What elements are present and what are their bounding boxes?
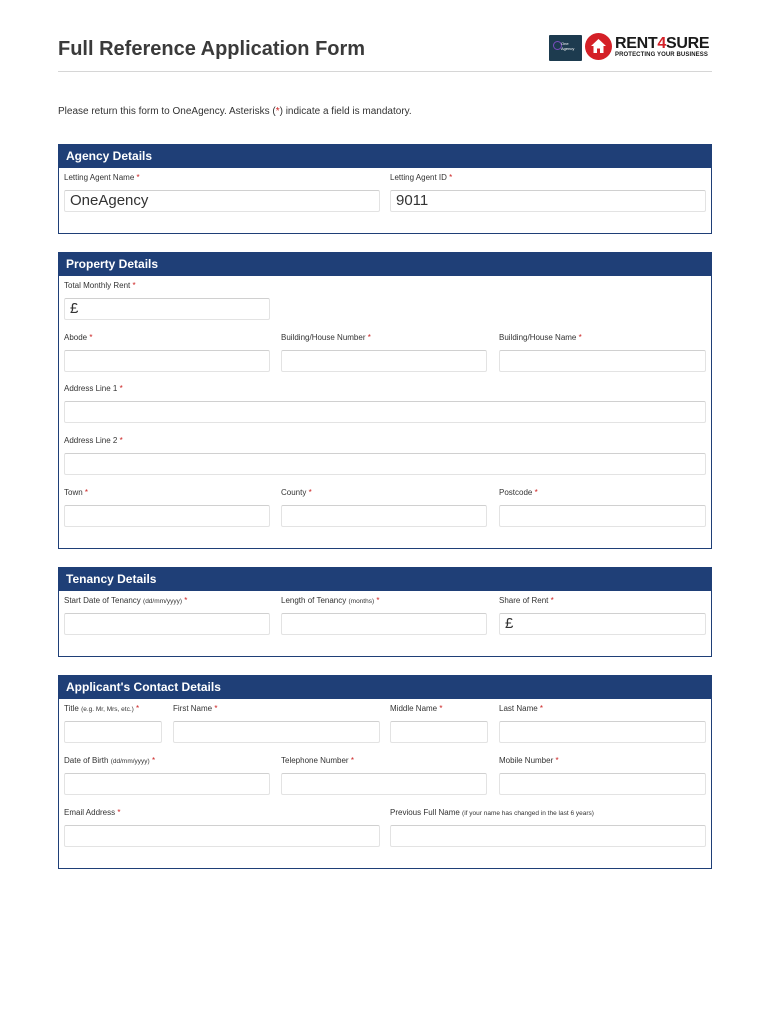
tenancy-length-label: [281, 596, 380, 605]
rent-share-label: [499, 596, 554, 605]
label-text: Letting Agent ID: [390, 173, 447, 182]
oneagency-logo: [549, 35, 582, 61]
required-asterisk: *: [439, 704, 443, 713]
required-asterisk: *: [119, 436, 123, 445]
label-hint: (e.g. Mr, Mrs, etc.): [81, 706, 134, 713]
required-asterisk: *: [367, 333, 371, 342]
tenancy-length-input[interactable]: [281, 613, 487, 635]
required-asterisk: *: [151, 756, 156, 765]
label-text: Start Date of Tenancy: [64, 596, 141, 605]
required-asterisk: *: [214, 704, 218, 713]
monthly-rent-label: [64, 281, 136, 290]
label-text: Share of Rent: [499, 596, 549, 605]
first-name-label: [173, 704, 217, 713]
label-text: Middle Name: [390, 704, 438, 713]
house-icon: [585, 33, 612, 60]
title-input[interactable]: [64, 721, 162, 743]
label-text: Building/House Name: [499, 333, 577, 342]
house-number-label: [281, 333, 371, 342]
label-hint: (if your name has changed in the last 6 years): [462, 810, 594, 817]
title-divider: [58, 71, 712, 72]
required-asterisk: *: [578, 333, 582, 342]
county-input[interactable]: [281, 505, 487, 527]
label-text: Email Address: [64, 808, 116, 817]
logo-brand-part: SURE: [665, 35, 710, 52]
mobile-label: [499, 756, 559, 765]
agent-id-label: [390, 173, 452, 182]
required-asterisk: *: [350, 756, 354, 765]
required-asterisk: *: [184, 596, 188, 605]
required-asterisk: *: [136, 704, 140, 713]
middle-name-input[interactable]: [390, 721, 488, 743]
address-line-1-label: [64, 384, 123, 393]
abode-label: [64, 333, 93, 342]
address-line-2-input[interactable]: [64, 453, 706, 475]
last-name-input[interactable]: [499, 721, 706, 743]
logo-brand-number: 4: [657, 35, 666, 52]
logo-brand-part: RENT: [615, 35, 658, 52]
label-text: Postcode: [499, 488, 533, 497]
required-asterisk: *: [275, 106, 280, 117]
required-asterisk: *: [89, 333, 93, 342]
label-text: Date of Birth: [64, 756, 109, 765]
panel-heading: Applicant's Contact Details: [59, 676, 711, 699]
label-hint: (dd/mm/yyyy): [143, 598, 183, 605]
town-label: [64, 488, 88, 497]
required-asterisk: *: [136, 173, 140, 182]
label-text: Building/House Number: [281, 333, 366, 342]
agent-name-label: [64, 173, 140, 182]
required-asterisk: *: [555, 756, 559, 765]
panel-heading: Property Details: [59, 253, 711, 276]
label-text: Town: [64, 488, 83, 497]
house-name-input[interactable]: [499, 350, 706, 372]
telephone-input[interactable]: [281, 773, 487, 795]
label-text: Last Name: [499, 704, 538, 713]
label-text: Letting Agent Name: [64, 173, 135, 182]
start-date-label: [64, 596, 187, 605]
monthly-rent-input[interactable]: £: [64, 298, 270, 320]
intro-text-part: Please return this form to OneAgency. Asterisks (: [58, 106, 276, 117]
page-title: Full Reference Application Form: [58, 38, 366, 60]
rent4sure-tagline: PROTECTING YOUR BUSINESS: [615, 52, 708, 58]
panel-heading: Tenancy Details: [59, 568, 711, 591]
label-text: Address Line 2: [64, 436, 118, 445]
label-text: County: [281, 488, 307, 497]
required-asterisk: *: [550, 596, 554, 605]
label-text: Telephone Number: [281, 756, 349, 765]
intro-text-part: ) indicate a field is mandatory.: [279, 106, 412, 117]
telephone-label: [281, 756, 354, 765]
postcode-label: [499, 488, 538, 497]
label-text: Title: [64, 704, 79, 713]
email-input[interactable]: [64, 825, 380, 847]
first-name-input[interactable]: [173, 721, 380, 743]
required-asterisk: *: [308, 488, 312, 497]
rent-share-input[interactable]: £: [499, 613, 706, 635]
house-number-input[interactable]: [281, 350, 487, 372]
required-asterisk: *: [132, 281, 136, 290]
mobile-input[interactable]: [499, 773, 706, 795]
email-label: [64, 808, 121, 817]
previous-name-input[interactable]: [390, 825, 706, 847]
label-hint: (dd/mm/yyyy): [110, 758, 150, 765]
property-details-panel: [58, 252, 712, 549]
required-asterisk: *: [119, 384, 123, 393]
required-asterisk: *: [449, 173, 453, 182]
postcode-input[interactable]: [499, 505, 706, 527]
contact-details-panel: [58, 675, 712, 869]
agent-id-input[interactable]: 9011: [390, 190, 706, 212]
label-text: Abode: [64, 333, 88, 342]
date-of-birth-input[interactable]: [64, 773, 270, 795]
start-date-input[interactable]: [64, 613, 270, 635]
required-asterisk: *: [376, 596, 380, 605]
middle-name-label: [390, 704, 443, 713]
last-name-label: [499, 704, 543, 713]
house-name-label: [499, 333, 582, 342]
date-of-birth-label: [64, 756, 155, 765]
label-text: Address Line 1: [64, 384, 118, 393]
address-line-2-label: [64, 436, 123, 445]
abode-input[interactable]: [64, 350, 270, 372]
panel-heading: Agency Details: [59, 145, 711, 168]
previous-name-label: [390, 808, 594, 817]
required-asterisk: *: [117, 808, 121, 817]
label-text: First Name: [173, 704, 213, 713]
required-asterisk: *: [84, 488, 89, 497]
label-text: Previous Full Name: [390, 808, 460, 817]
title-label: [64, 704, 139, 713]
intro-text: [58, 106, 412, 117]
county-label: [281, 488, 312, 497]
label-text: Length of Tenancy: [281, 596, 347, 605]
address-line-1-input[interactable]: [64, 401, 706, 423]
tenancy-details-panel: [58, 567, 712, 657]
agency-details-panel: [58, 144, 712, 234]
rent4sure-logo-name: [615, 35, 709, 53]
agent-name-input[interactable]: OneAgency: [64, 190, 380, 212]
town-input[interactable]: [64, 505, 270, 527]
label-hint: (months): [348, 598, 375, 605]
oneagency-logo-text: One Agency: [561, 41, 575, 51]
required-asterisk: *: [534, 488, 538, 497]
label-text: Total Monthly Rent: [64, 281, 131, 290]
label-text: Mobile Number: [499, 756, 554, 765]
required-asterisk: *: [539, 704, 544, 713]
